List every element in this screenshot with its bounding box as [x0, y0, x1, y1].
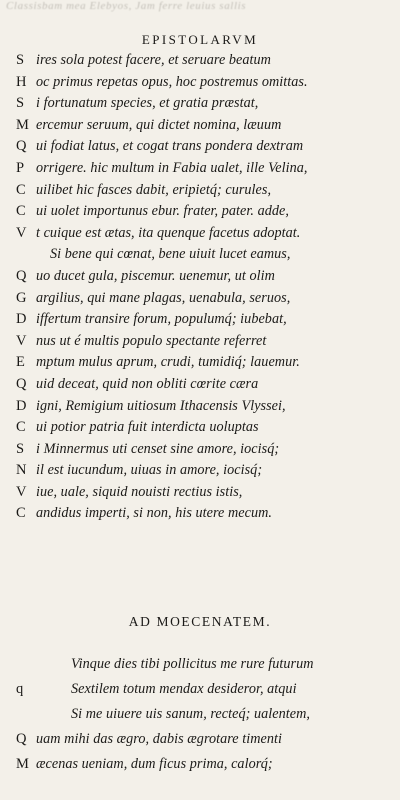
verse-line	[0, 74, 400, 96]
verse-text: æcenas ueniam, dum ficus prima, calorq́;	[36, 756, 273, 772]
verse-line	[0, 182, 400, 204]
verse-text: iffertum transire forum, populumq́; iubebat,	[36, 311, 287, 328]
verse-initial: Q	[16, 267, 27, 284]
verse-text: ui potior patria fuit interdicta uoluptas	[36, 419, 259, 436]
verse-initial: D	[16, 311, 27, 328]
verse-line	[0, 268, 400, 290]
verse-line	[0, 505, 400, 527]
verse-line	[0, 419, 400, 441]
verse-initial: N	[16, 462, 27, 479]
verse-line	[0, 354, 400, 376]
verse-line	[0, 706, 400, 731]
verse-text: il est iucundum, uiuas in amore, iocisq́;	[36, 462, 263, 479]
verse-line	[0, 484, 400, 506]
section-title: AD MOECENATEM.	[128, 614, 272, 629]
verse-line	[0, 117, 400, 139]
verse-line	[0, 246, 400, 268]
verse-text: mptum mulus aprum, crudi, tumidiq́; lauemur.	[36, 354, 300, 371]
bleed-through-text: Classisbam mea Elebyos, Jam ferre leuius sallis	[6, 0, 247, 12]
verse-text: nus ut é multis populo spectante referret	[36, 332, 267, 349]
verse-text: oc primus repetas opus, hoc postremus omittas.	[36, 73, 308, 90]
verse-initial: M	[16, 756, 29, 772]
verse-initial: H	[16, 73, 27, 90]
verse-initial: S	[16, 95, 25, 112]
verse-initial: V	[16, 224, 27, 241]
verse-text: uilibet hic fasces dabit, eripietq́; curules,	[36, 181, 272, 198]
verse-text: uam mihi das ægro, dabis ægrotare timenti	[36, 731, 283, 747]
verse-initial: V	[16, 332, 27, 349]
verse-text: ires sola potest facere, et seruare beatum	[36, 52, 271, 68]
verse-text: Si bene qui cœnat, bene uiuit lucet eamus,	[50, 246, 291, 263]
verse-line	[0, 681, 400, 706]
verse-text: t cuique est ætas, ita quenque facetus adoptat.	[36, 224, 301, 241]
verse-text: ui fodiat latus, et cogat trans pondera dextram	[36, 138, 304, 155]
verse-text: Sextilem totum mendax desideror, atqui	[71, 681, 297, 697]
verse-initial: S	[16, 52, 25, 68]
verse-text: ercemur seruum, qui dictet nomina, læuum	[36, 116, 282, 133]
running-head: EPISTOLARVM	[141, 32, 259, 47]
verse-text: i fortunatum species, et gratia præstat,	[36, 95, 259, 112]
verse-text: orrigere. hic multum in Fabia ualet, ille Velina,	[36, 159, 308, 176]
verse-line	[0, 311, 400, 333]
verse-initial: Q	[16, 375, 27, 392]
poem-epistle	[0, 52, 400, 527]
verse-line	[0, 52, 400, 74]
verse-text: iue, uale, siquid nouisti rectius istis,	[36, 483, 243, 500]
verse-line	[0, 441, 400, 463]
verse-text: uid deceat, quid non obliti cœrite cæra	[36, 375, 259, 392]
verse-line	[0, 656, 400, 681]
verse-text: i Minnermus uti censet sine amore, iocisq́;	[36, 440, 280, 457]
verse-line	[0, 290, 400, 312]
verse-text: ui uolet importunus ebur. frater, pater. adde,	[36, 203, 289, 220]
verse-initial: D	[16, 397, 27, 414]
verse-initial: C	[16, 203, 26, 220]
verse-line	[0, 138, 400, 160]
verse-line	[0, 376, 400, 398]
verse-initial: V	[16, 483, 27, 500]
verse-initial: S	[16, 440, 25, 457]
verse-text: Si me uiuere uis sanum, recteq́; ualentem,	[71, 706, 310, 722]
verse-line	[0, 333, 400, 355]
verse-text: uo ducet gula, piscemur. uenemur, ut olim	[36, 267, 275, 284]
verse-line	[0, 731, 400, 756]
verse-initial: C	[16, 505, 26, 522]
verse-initial: q	[16, 681, 24, 697]
verse-initial: E	[16, 354, 25, 371]
poem-ad-moecenatem	[0, 656, 400, 781]
verse-text: Vinque dies tibi pollicitus me rure futurum	[71, 656, 314, 672]
verse-initial: P	[16, 159, 25, 176]
verse-line	[0, 225, 400, 247]
verse-initial: C	[16, 419, 26, 436]
verse-text: argilius, qui mane plagas, uenabula, seruos,	[36, 289, 291, 306]
verse-initial: Q	[16, 731, 27, 747]
verse-text: andidus imperti, si non, his utere mecum.	[36, 505, 272, 522]
verse-line	[0, 95, 400, 117]
verse-initial: Q	[16, 138, 27, 155]
verse-initial: G	[16, 289, 27, 306]
verse-line	[0, 203, 400, 225]
verse-line	[0, 462, 400, 484]
verse-line	[0, 398, 400, 420]
verse-line	[0, 756, 400, 781]
verse-initial: M	[16, 116, 29, 133]
verse-text: igni, Remigium uitiosum Ithacensis Vlyssei,	[36, 397, 286, 414]
verse-initial: C	[16, 181, 26, 198]
verse-line	[0, 160, 400, 182]
